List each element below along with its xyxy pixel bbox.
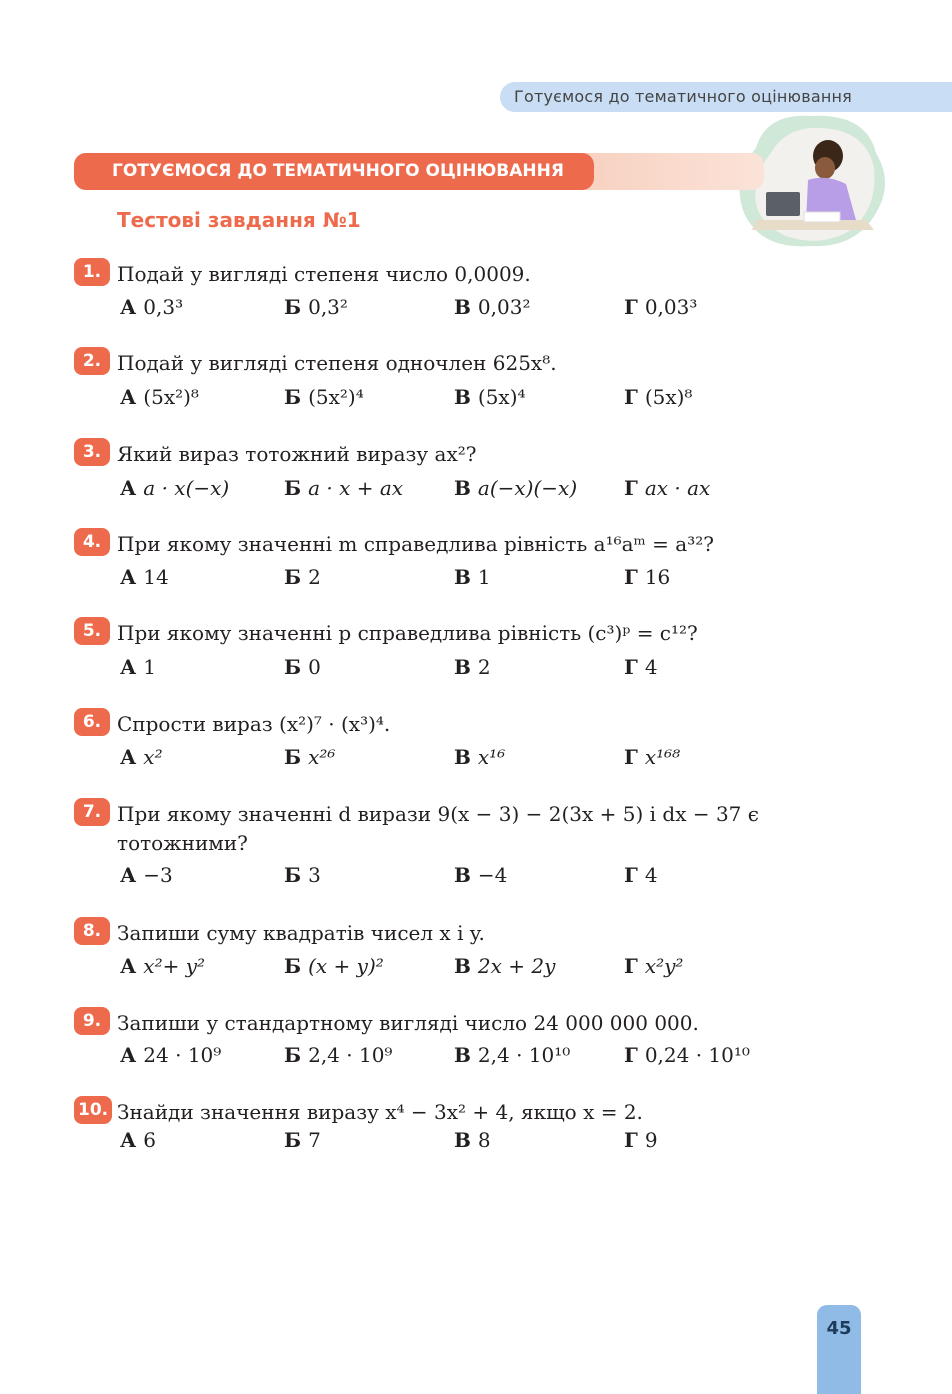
answer-option-d[interactable] <box>624 1126 658 1154</box>
answer-option-d[interactable] <box>624 1041 750 1069</box>
answer-option-b[interactable] <box>284 653 321 681</box>
option-letter: А <box>120 1043 137 1067</box>
answer-options <box>0 743 952 771</box>
option-expression: 0,03² <box>477 295 531 319</box>
option-letter: В <box>454 954 471 978</box>
option-letter: Б <box>284 954 302 978</box>
task-number: 5. <box>74 617 110 645</box>
answer-option-b[interactable] <box>284 293 348 321</box>
answer-option-d[interactable] <box>624 861 658 889</box>
option-expression: 6 <box>143 1128 157 1152</box>
option-expression: 14 <box>143 565 169 589</box>
answer-option-a[interactable] <box>120 861 173 889</box>
answer-option-d[interactable] <box>624 383 692 411</box>
option-letter: В <box>454 863 471 887</box>
option-letter: Б <box>284 1043 302 1067</box>
answer-option-b[interactable] <box>284 1126 321 1154</box>
task-number: 1. <box>74 258 110 286</box>
option-expression: 4 <box>644 863 658 887</box>
option-letter: В <box>454 385 471 409</box>
option-letter: Б <box>284 745 302 769</box>
option-expression: 9 <box>644 1128 658 1152</box>
option-expression: ax · ax <box>644 476 711 500</box>
option-letter: А <box>120 385 137 409</box>
option-expression: 0 <box>308 655 321 679</box>
answer-option-b[interactable] <box>284 1041 392 1069</box>
answer-option-b[interactable] <box>284 383 364 411</box>
option-letter: Г <box>624 863 638 887</box>
option-expression: x¹⁶⁸ <box>644 745 681 769</box>
option-letter: Г <box>624 745 638 769</box>
option-letter: А <box>120 565 137 589</box>
task-number: 10. <box>74 1096 112 1124</box>
answer-option-c[interactable] <box>454 952 555 980</box>
answer-option-a[interactable] <box>120 952 205 980</box>
option-expression: 2,4 · 10⁹ <box>308 1043 393 1067</box>
option-expression: 0,3² <box>308 295 348 319</box>
option-letter: А <box>120 954 137 978</box>
answer-option-b[interactable] <box>284 861 321 889</box>
option-letter: Г <box>624 1043 638 1067</box>
answer-option-c[interactable] <box>454 653 491 681</box>
option-expression: x¹⁶ <box>477 745 506 769</box>
answer-options <box>0 1041 952 1069</box>
answer-option-b[interactable] <box>284 743 335 771</box>
option-expression: (x + y)² <box>308 954 384 978</box>
answer-option-a[interactable] <box>120 743 163 771</box>
answer-options <box>0 653 952 681</box>
answer-option-a[interactable] <box>120 653 156 681</box>
option-letter: А <box>120 476 137 500</box>
task-number: 4. <box>74 528 110 556</box>
task-number: 6. <box>74 708 110 736</box>
option-letter: А <box>120 863 137 887</box>
task-question: Запиши у стандартному вигляді число 24 000 000 000. <box>117 1011 699 1035</box>
answer-options <box>0 861 952 889</box>
answer-options <box>0 383 952 411</box>
answer-option-d[interactable] <box>624 474 710 502</box>
answer-option-c[interactable] <box>454 563 491 591</box>
option-letter: Г <box>624 954 638 978</box>
option-letter: А <box>120 1128 137 1152</box>
answer-options <box>0 563 952 591</box>
section-banner: ГОТУЄМОСЯ ДО ТЕМАТИЧНОГО ОЦІНЮВАННЯ <box>74 153 594 190</box>
option-letter: В <box>454 1043 471 1067</box>
option-expression: 0,03³ <box>644 295 698 319</box>
answer-option-c[interactable] <box>454 1126 491 1154</box>
option-expression: 1 <box>143 655 157 679</box>
answer-option-c[interactable] <box>454 861 507 889</box>
task-question: Знайди значення виразу x⁴ − 3x² + 4, якщо x = 2. <box>117 1100 643 1124</box>
answer-option-b[interactable] <box>284 474 403 502</box>
option-letter: Б <box>284 385 302 409</box>
option-expression: x² <box>143 745 163 769</box>
option-expression: x²+ y² <box>143 954 206 978</box>
option-expression: 0,24 · 10¹⁰ <box>644 1043 750 1067</box>
answer-option-b[interactable] <box>284 952 384 980</box>
answer-option-c[interactable] <box>454 743 505 771</box>
option-expression: 24 · 10⁹ <box>143 1043 222 1067</box>
option-expression: 4 <box>644 655 658 679</box>
option-expression: 2,4 · 10¹⁰ <box>477 1043 571 1067</box>
option-letter: А <box>120 295 137 319</box>
answer-option-a[interactable] <box>120 1041 221 1069</box>
task-question: Спрости вираз (x²)⁷ · (x³)⁴. <box>117 712 391 736</box>
option-letter: В <box>454 655 471 679</box>
option-expression: 2x + 2y <box>477 954 556 978</box>
answer-option-c[interactable] <box>454 293 530 321</box>
answer-options <box>0 952 952 980</box>
option-expression: x²y² <box>644 954 684 978</box>
option-letter: В <box>454 295 471 319</box>
task-question: Подай у вигляді степеня одночлен 625x⁸. <box>117 351 557 375</box>
answer-option-a[interactable] <box>120 563 169 591</box>
option-letter: А <box>120 655 137 679</box>
option-expression: −3 <box>143 863 173 887</box>
task-question: При якому значенні m справедлива рівність a¹⁶aᵐ = a³²? <box>117 532 714 556</box>
option-expression: 8 <box>477 1128 491 1152</box>
answer-option-a[interactable] <box>120 293 183 321</box>
option-expression: 1 <box>477 565 491 589</box>
test-subtitle: Тестові завдання №1 <box>117 208 361 232</box>
option-letter: В <box>454 476 471 500</box>
task-question: При якому значенні d вирази 9(x − 3) − 2(3x + 5) і dx − 37 є тотожними? <box>117 802 759 855</box>
option-letter: Г <box>624 385 638 409</box>
task-number: 8. <box>74 917 110 945</box>
task-number: 7. <box>74 798 110 826</box>
answer-option-d[interactable] <box>624 952 683 980</box>
option-letter: В <box>454 565 471 589</box>
option-expression: 2 <box>477 655 491 679</box>
running-header: Готуємося до тематичного оцінювання <box>500 82 952 112</box>
option-expression: 2 <box>308 565 321 589</box>
answer-option-c[interactable] <box>454 383 526 411</box>
option-expression: x²⁶ <box>308 745 336 769</box>
option-expression: 0,3³ <box>143 295 184 319</box>
task-number: 2. <box>74 347 110 375</box>
option-letter: В <box>454 1128 471 1152</box>
task-question: Який вираз тотожний виразу ax²? <box>117 442 477 466</box>
option-expression: (5x)⁸ <box>644 385 693 409</box>
option-letter: Б <box>284 1128 302 1152</box>
task-number: 9. <box>74 1007 110 1035</box>
answer-options <box>0 1126 952 1154</box>
answer-options <box>0 474 952 502</box>
option-expression: a · x(−x) <box>143 476 230 500</box>
option-expression: a(−x)(−x) <box>477 476 578 500</box>
option-expression: a · x + ax <box>308 476 404 500</box>
answer-option-a[interactable] <box>120 383 199 411</box>
answer-options <box>0 293 952 321</box>
option-letter: Г <box>624 1128 638 1152</box>
option-letter: А <box>120 745 137 769</box>
answer-option-d[interactable] <box>624 563 670 591</box>
option-expression: 16 <box>644 565 671 589</box>
answer-option-a[interactable] <box>120 1126 156 1154</box>
option-letter: Г <box>624 295 638 319</box>
option-letter: Б <box>284 476 302 500</box>
option-expression: 3 <box>308 863 321 887</box>
task-question: Подай у вигляді степеня число 0,0009. <box>117 262 531 286</box>
answer-option-d[interactable] <box>624 653 658 681</box>
option-expression: (5x²)⁸ <box>143 385 199 409</box>
option-letter: Г <box>624 655 638 679</box>
option-letter: Б <box>284 863 302 887</box>
option-letter: Б <box>284 565 302 589</box>
answer-option-a[interactable] <box>120 474 229 502</box>
answer-option-c[interactable] <box>454 474 577 502</box>
answer-option-b[interactable] <box>284 563 321 591</box>
option-expression: (5x²)⁴ <box>308 385 364 409</box>
option-letter: В <box>454 745 471 769</box>
task-question: Запиши суму квадратів чисел x і y. <box>117 921 485 945</box>
page-number: 45 <box>817 1305 861 1394</box>
option-letter: Б <box>284 655 302 679</box>
option-letter: Г <box>624 476 638 500</box>
answer-option-d[interactable] <box>624 293 697 321</box>
answer-option-d[interactable] <box>624 743 680 771</box>
task-number: 3. <box>74 438 110 466</box>
option-letter: Б <box>284 295 302 319</box>
option-expression: −4 <box>477 863 508 887</box>
option-expression: 7 <box>308 1128 321 1152</box>
answer-option-c[interactable] <box>454 1041 570 1069</box>
task-question: При якому значенні p справедлива рівність (c³)ᵖ = c¹²? <box>117 621 698 645</box>
option-expression: (5x)⁴ <box>477 385 526 409</box>
option-letter: Г <box>624 565 638 589</box>
